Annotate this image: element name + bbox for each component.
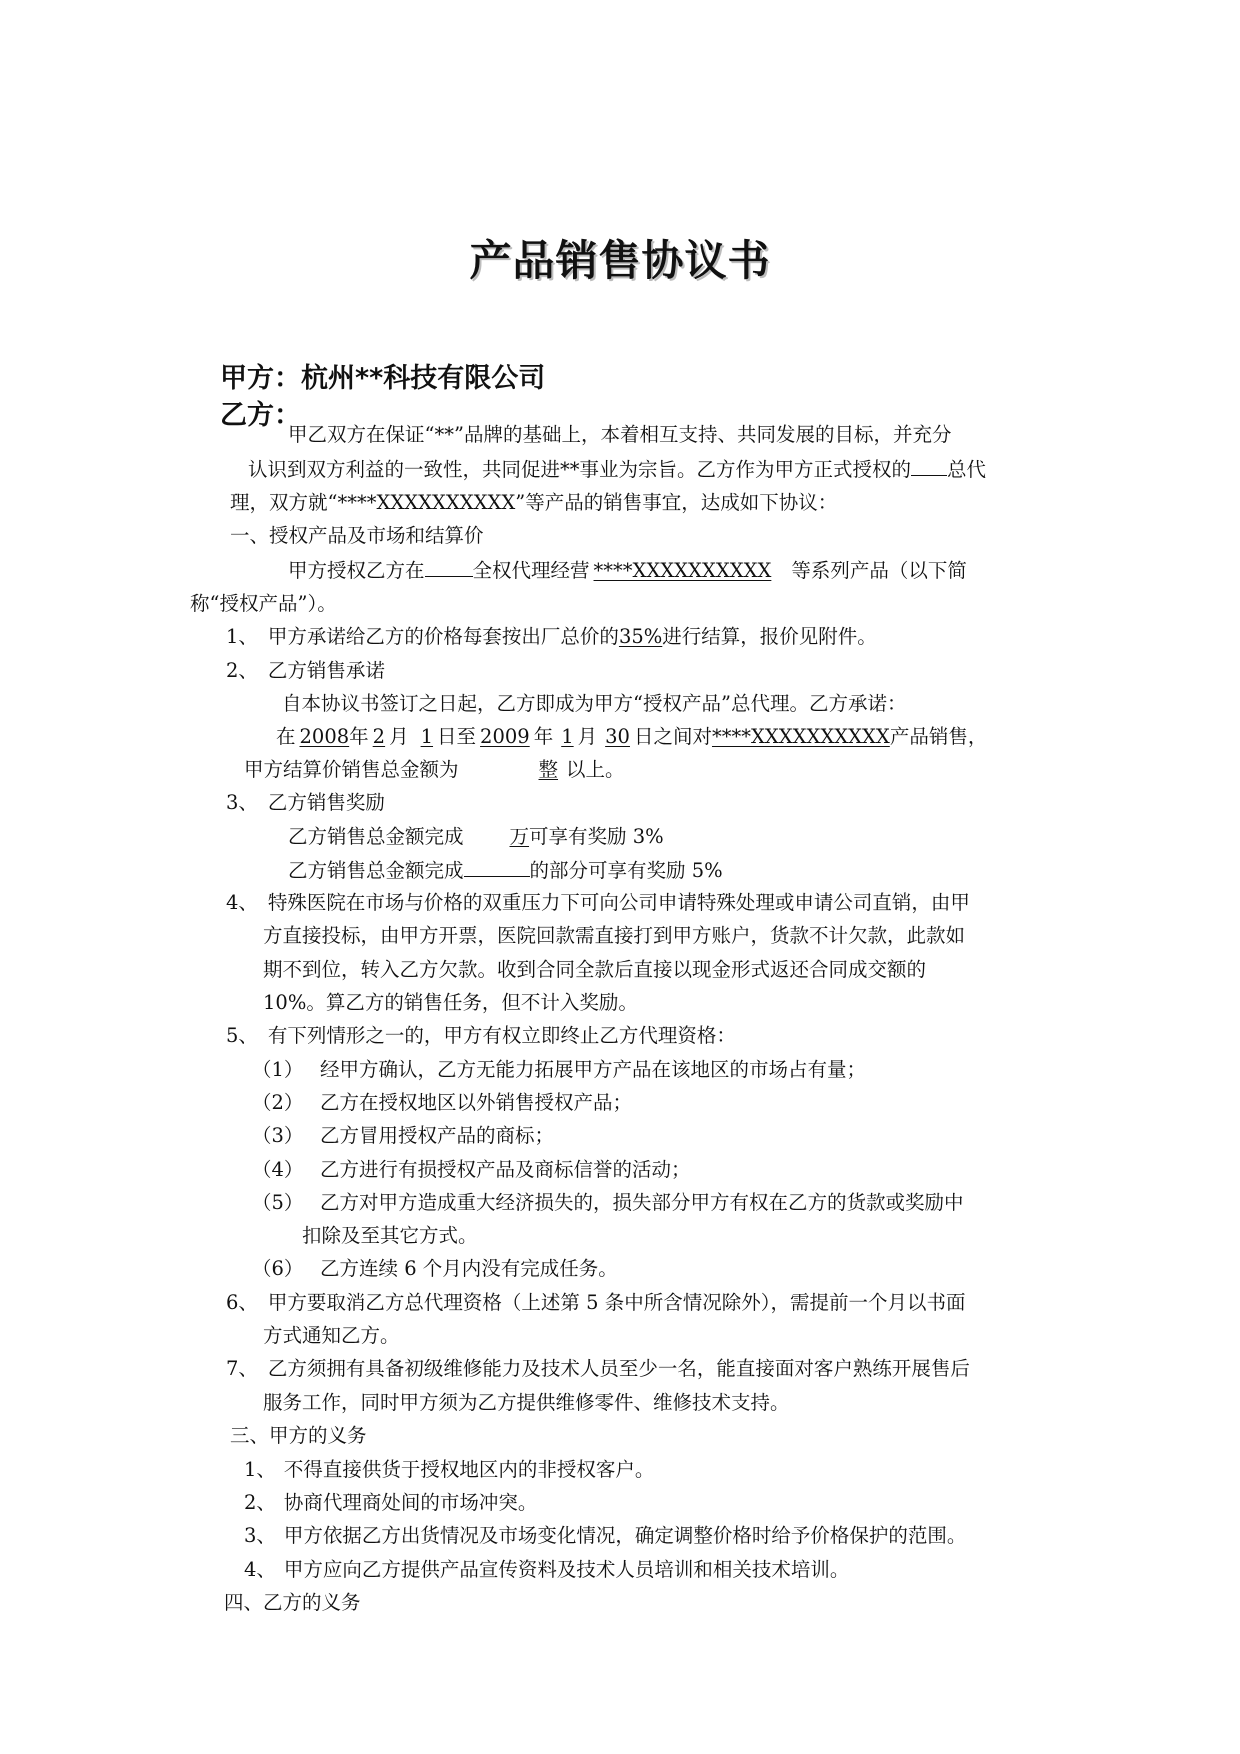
item-2-heading: 2、 乙方销售承诺 [226, 659, 385, 682]
item-1: 1、 甲方承诺给乙方的价格每套按出厂总价的35%进行结算，报价见附件。 [226, 625, 877, 648]
item-7-line-1: 7、 乙方须拥有具备初级维修能力及技术人员至少一名，能直接面对客户熟练开展售后 [226, 1357, 970, 1380]
document-title: 产品销售协议书 [469, 236, 771, 285]
item-5-heading: 5、 有下列情形之一的，甲方有权立即终止乙方代理资格： [226, 1024, 736, 1047]
item-4-line-4: 10%。算乙方的销售任务，但不计入奖励。 [263, 991, 638, 1014]
item-7-line-2: 服务工作，同时甲方须为乙方提供维修零件、维修技术支持。 [263, 1391, 790, 1414]
item-3-reward-2: 乙方销售总金额完成 的部分可享有奖励 5% [288, 856, 723, 885]
auth-line: 甲方授权乙方在 全权代理经营 ****XXXXXXXXXX 等系列产品（以下简 [288, 556, 967, 585]
item-5-sub-1: （1） 经甲方确认，乙方无能力拓展甲方产品在该地区的市场占有量； [252, 1058, 867, 1081]
item-4-line-2: 方直接投标，由甲方开票，医院回款需直接打到甲方账户，货款不计欠款，此款如 [263, 924, 966, 947]
auth-line-2: 称“授权产品”）。 [190, 592, 337, 615]
item-3-reward-1: 乙方销售总金额完成 万可享有奖励 3% [288, 825, 664, 848]
item-4-line-1: 4、 特殊医院在市场与价格的双重压力下可向公司申请特殊处理或申请公司直销，由甲 [226, 891, 970, 914]
intro-line-1: 甲乙双方在保证“**”品牌的基础上，本着相互支持、共同发展的目标，并充分 [288, 423, 952, 446]
item-5-sub-4: （4） 乙方进行有损授权产品及商标信誉的活动； [252, 1158, 691, 1181]
section-3-item-4: 4、 甲方应向乙方提供产品宣传资料及技术人员培训和相关技术培训。 [244, 1558, 850, 1581]
item-2-line-1: 自本协议书签订之日起，乙方即成为甲方“授权产品”总代理。乙方承诺： [282, 692, 907, 715]
item-5-sub-6: （6） 乙方连续 6 个月内没有完成任务。 [252, 1257, 618, 1280]
section-3-item-3: 3、 甲方依据乙方出货情况及市场变化情况，确定调整价格时给予价格保护的范围。 [244, 1524, 967, 1547]
party-b: 乙方： [220, 400, 301, 431]
item-2-line-3: 甲方结算价销售总金额为 整 以上。 [244, 758, 625, 781]
item-3-heading: 3、 乙方销售奖励 [226, 791, 385, 814]
party-a: 甲方：杭州**科技有限公司 [220, 363, 546, 394]
section-3-heading: 三、甲方的义务 [230, 1424, 367, 1447]
item-6-line-2: 方式通知乙方。 [263, 1324, 400, 1347]
item-2-date-line: 在 2008年 2 月 1 日至 2009 年 1 月 30 日之间对****XXXXXXXXXX产品销售， [276, 725, 988, 748]
item-4-line-3: 期不到位，转入乙方欠款。收到合同全款后直接以现金形式返还合同成交额的 [263, 958, 927, 981]
item-5-sub-3: （3） 乙方冒用授权产品的商标； [252, 1124, 555, 1147]
item-6-line-1: 6、 甲方要取消乙方总代理资格（上述第 5 条中所含情况除外），需提前一个月以书面 [226, 1291, 966, 1314]
intro-line-2: 认识到双方利益的一致性，共同促进**事业为宗旨。乙方作为甲方正式授权的 总代 [248, 455, 986, 484]
section-3-item-2: 2、 协商代理商处间的市场冲突。 [244, 1491, 538, 1514]
item-5-sub-5: （5） 乙方对甲方造成重大经济损失的，损失部分甲方有权在乙方的货款或奖励中 [252, 1191, 964, 1214]
item-5-sub-2: （2） 乙方在授权地区以外销售授权产品； [252, 1091, 633, 1114]
intro-line-3: 理，双方就“****XXXXXXXXXX”等产品的销售事宜，达成如下协议： [230, 491, 838, 514]
item-5-sub-5-cont: 扣除及至其它方式。 [302, 1224, 478, 1247]
section-1-heading: 一、授权产品及市场和结算价 [230, 524, 484, 547]
section-4-heading: 四、乙方的义务 [224, 1591, 361, 1614]
section-3-item-1: 1、 不得直接供货于授权地区内的非授权客户。 [244, 1458, 655, 1481]
